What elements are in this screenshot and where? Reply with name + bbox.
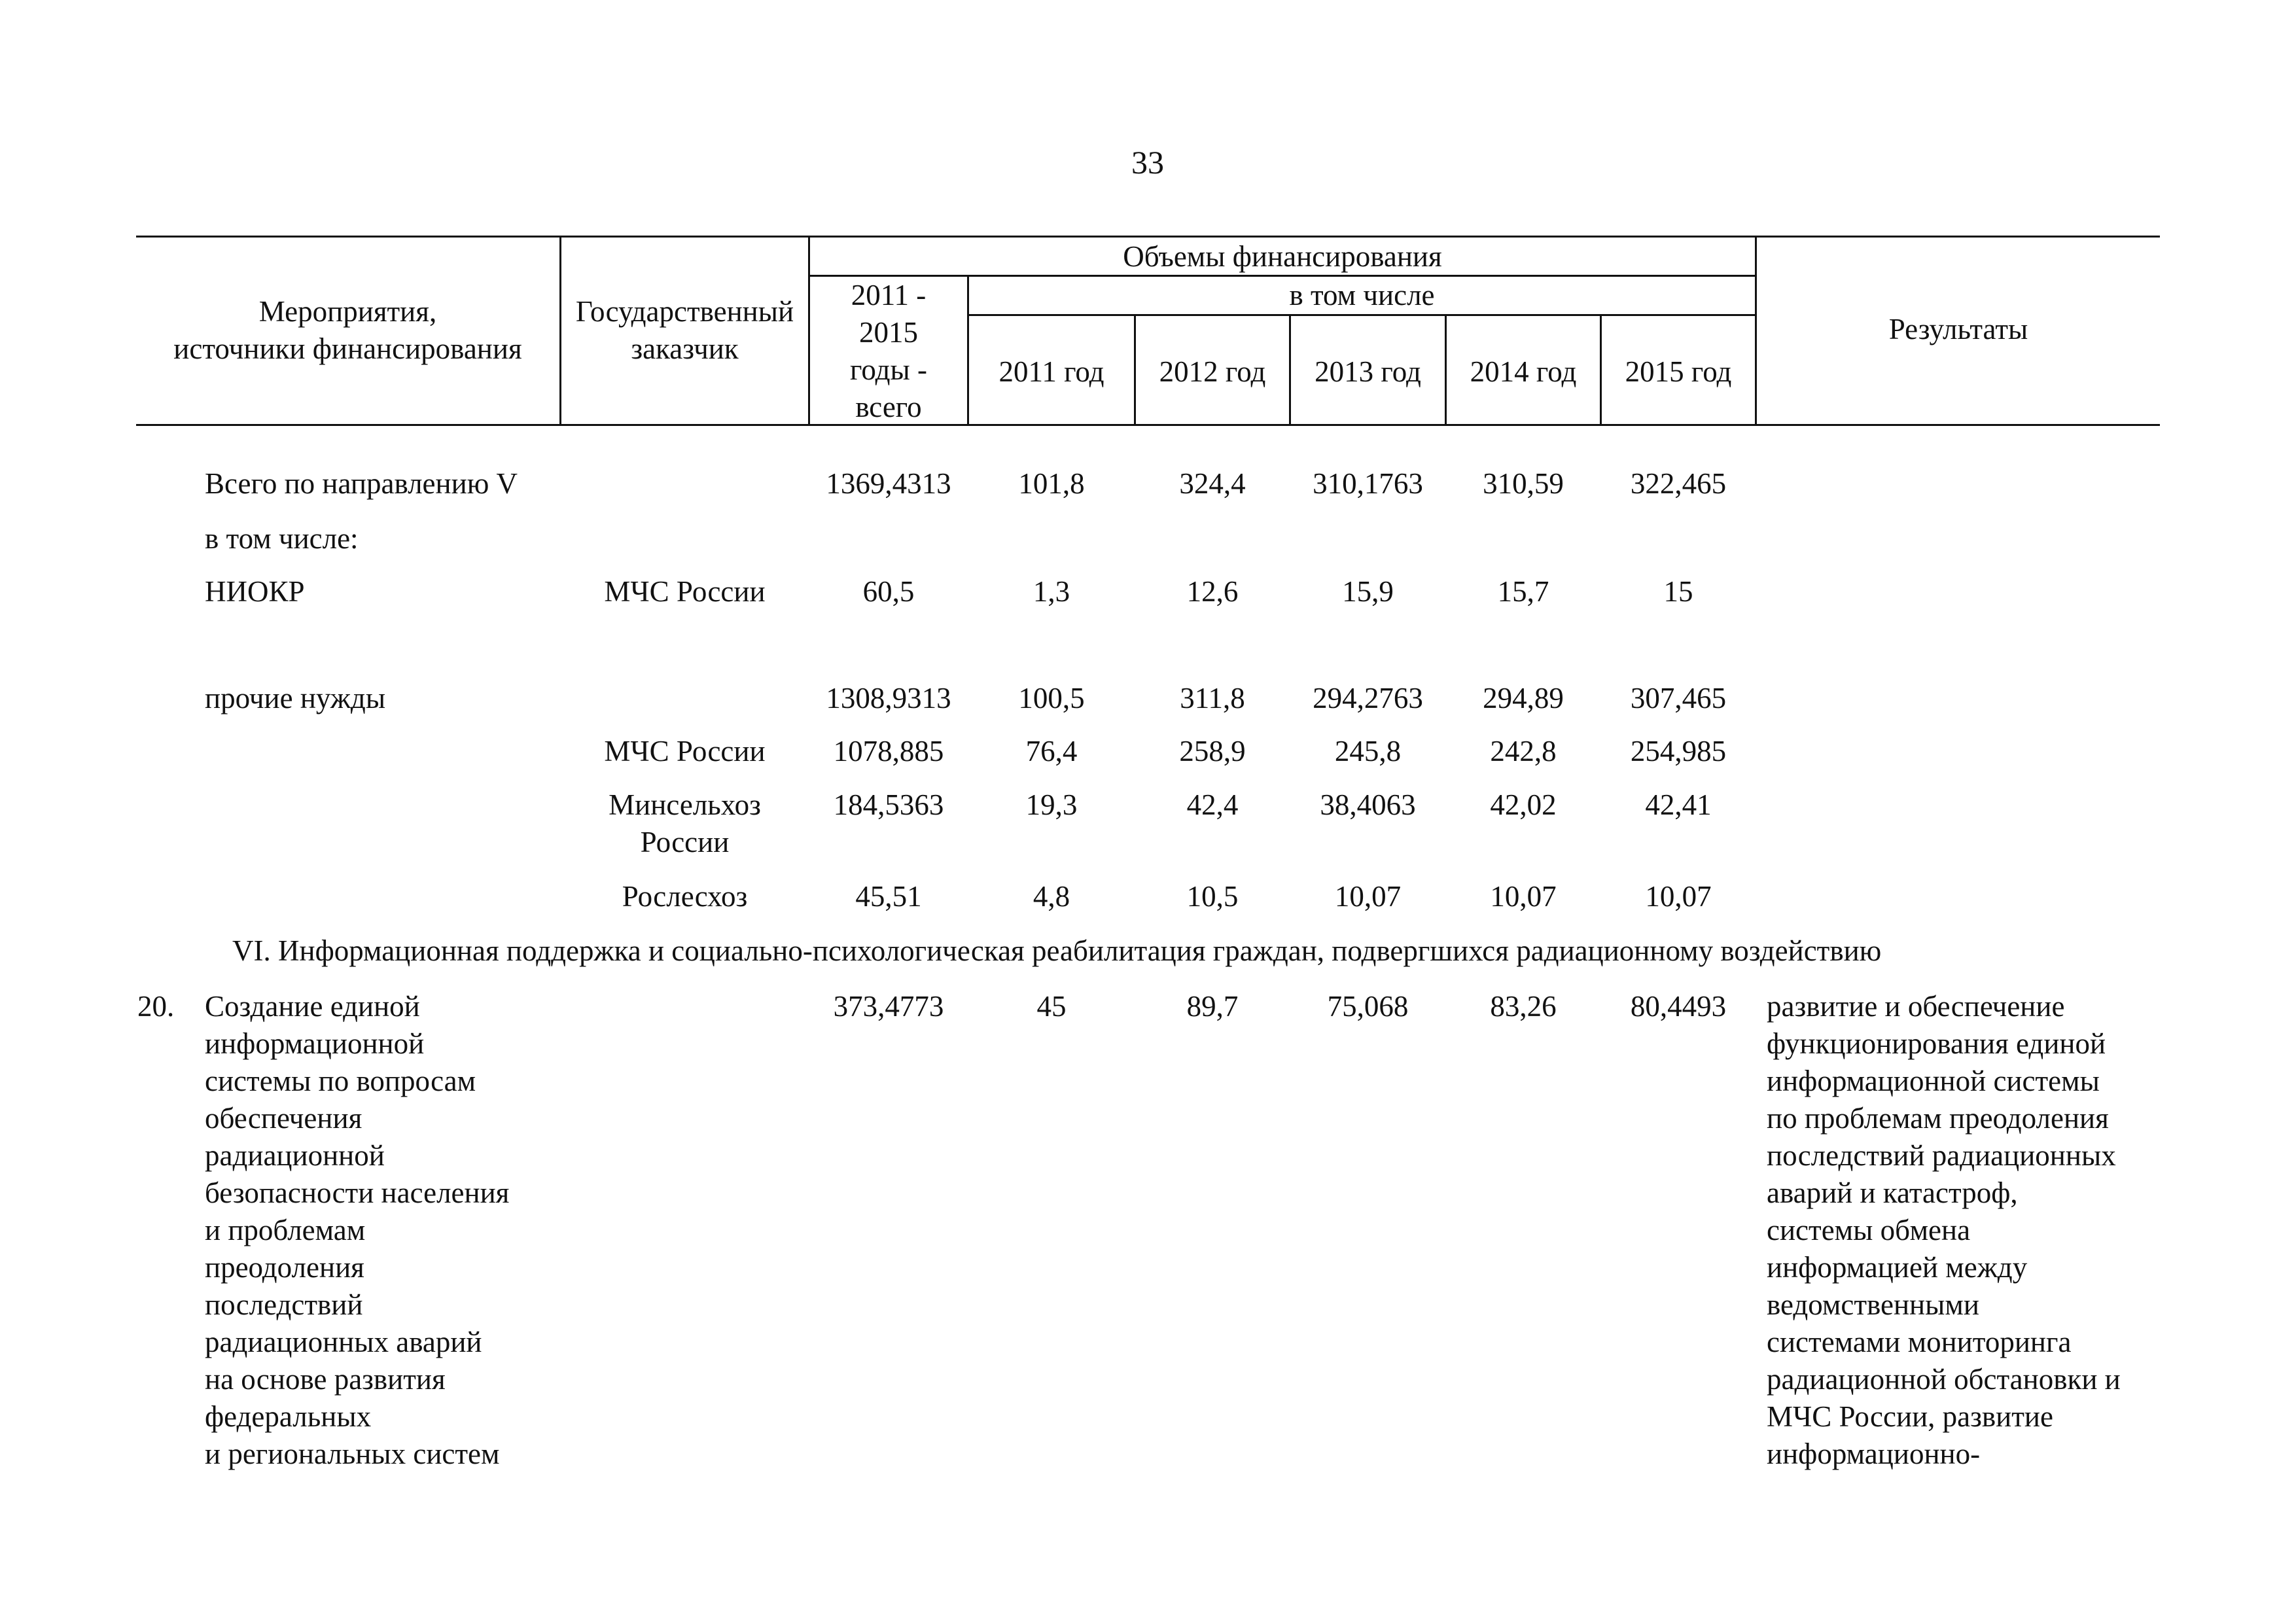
- cell-2011: 19,3: [1025, 788, 1078, 821]
- cell-2012: 89,7: [1186, 990, 1239, 1023]
- header-total-line2: 2015: [859, 316, 918, 349]
- measure-line: обеспечения: [205, 1102, 362, 1135]
- row-label: НИОКР: [205, 575, 305, 608]
- cell-2014: 42,02: [1490, 788, 1557, 821]
- item-result-text: [1767, 988, 2121, 1473]
- measure-line: преодоления: [205, 1251, 364, 1284]
- header-customer-line2: заказчик: [631, 332, 739, 365]
- cell-2013: 310,1763: [1313, 467, 1423, 500]
- measure-line: Создание единой: [205, 990, 420, 1023]
- cell-2015: 10,07: [1645, 880, 1712, 913]
- measure-line: последствий: [205, 1288, 363, 1321]
- cell-2011: 1,3: [1033, 575, 1070, 608]
- cell-total: 1369,4313: [826, 467, 951, 500]
- cell-2011: 100,5: [1018, 682, 1085, 714]
- cell-2014: 83,26: [1490, 990, 1557, 1023]
- measure-line: радиационных аварий: [205, 1326, 482, 1358]
- cell-2013: 38,4063: [1320, 788, 1416, 821]
- result-line: радиационной обстановки и: [1767, 1363, 2121, 1396]
- result-line: по проблемам преодоления: [1767, 1102, 2109, 1135]
- header-bottom-rule: [136, 424, 2160, 426]
- item-number: 20.: [137, 990, 175, 1023]
- header-including: в том числе: [1289, 279, 1435, 311]
- result-line: информацией между: [1767, 1251, 2028, 1284]
- cell-2011: 76,4: [1025, 735, 1078, 767]
- cell-total: 373,4773: [833, 990, 944, 1023]
- result-line: ведомственными: [1767, 1288, 1979, 1321]
- measure-line: федеральных: [205, 1400, 372, 1433]
- header-funding-volumes: Объемы финансирования: [1123, 240, 1442, 273]
- cell-2012: 258,9: [1179, 735, 1246, 767]
- cell-2015: 307,465: [1630, 682, 1727, 714]
- result-line: МЧС России, развитие: [1767, 1400, 2053, 1433]
- cell-2015: 254,985: [1630, 735, 1727, 767]
- cell-customer-line1: Минсельхоз: [609, 788, 761, 821]
- header-measures-line1: Мероприятия,: [258, 295, 437, 328]
- item-measure-text: [205, 988, 509, 1473]
- cell-2013: 10,07: [1334, 880, 1402, 913]
- header-top-rule: [136, 236, 2160, 238]
- measure-line: и проблемам: [205, 1214, 366, 1246]
- cell-2015: 322,465: [1630, 467, 1727, 500]
- including-label: в том числе:: [205, 522, 359, 555]
- cell-customer: МЧС России: [604, 735, 766, 767]
- page-number: 33: [1131, 144, 1164, 181]
- cell-2014: 294,89: [1483, 682, 1564, 714]
- cell-2011: 45: [1036, 990, 1067, 1023]
- cell-customer: Рослесхоз: [622, 880, 748, 913]
- row-label: прочие нужды: [205, 682, 386, 714]
- cell-2014: 310,59: [1483, 467, 1564, 500]
- result-line: системами мониторинга: [1767, 1326, 2072, 1358]
- header-year-2013: 2013 год: [1315, 355, 1421, 388]
- header-year-2012: 2012 год: [1159, 355, 1266, 388]
- measure-line: информационной: [205, 1027, 425, 1060]
- cell-2013: 75,068: [1327, 990, 1409, 1023]
- cell-2012: 12,6: [1186, 575, 1239, 608]
- cell-2013: 294,2763: [1313, 682, 1423, 714]
- cell-2012: 311,8: [1180, 682, 1245, 714]
- measure-line: и региональных систем: [205, 1437, 500, 1470]
- cell-2014: 10,07: [1490, 880, 1557, 913]
- header-total-line1: 2011 -: [851, 279, 927, 311]
- cell-2013: 245,8: [1334, 735, 1402, 767]
- result-line: системы обмена: [1767, 1214, 1971, 1246]
- measure-line: радиационной: [205, 1139, 385, 1172]
- cell-total: 1078,885: [833, 735, 944, 767]
- header-year-2014: 2014 год: [1470, 355, 1577, 388]
- section-title: VI. Информационная поддержка и социально-психологическая реабилитация граждан, подвергшихся радиационному воздействию: [232, 934, 1882, 967]
- cell-2014: 242,8: [1490, 735, 1557, 767]
- measure-line: системы по вопросам: [205, 1065, 476, 1097]
- cell-total: 1308,9313: [826, 682, 951, 714]
- measure-line: безопасности населения: [205, 1176, 510, 1209]
- result-line: информационно-: [1767, 1437, 1981, 1470]
- header-results: Результаты: [1888, 313, 2028, 345]
- cell-2014: 15,7: [1497, 575, 1549, 608]
- header-year-2015: 2015 год: [1625, 355, 1732, 388]
- header-year-2011: 2011 год: [998, 355, 1104, 388]
- cell-2015: 80,4493: [1630, 990, 1727, 1023]
- including-subrule: [968, 314, 1756, 316]
- cell-2012: 324,4: [1179, 467, 1246, 500]
- result-line: функционирования единой: [1767, 1027, 2106, 1060]
- measure-line: на основе развития: [205, 1363, 446, 1396]
- result-line: информационной системы: [1767, 1065, 2100, 1097]
- result-line: последствий радиационных: [1767, 1139, 2116, 1172]
- result-line: развитие и обеспечение: [1767, 990, 2065, 1023]
- cell-total: 184,5363: [833, 788, 944, 821]
- cell-total: 45,51: [855, 880, 922, 913]
- cell-2015: 15: [1663, 575, 1693, 608]
- header-customer-line1: Государственный: [575, 295, 794, 328]
- header-total-line4: всего: [855, 391, 922, 423]
- cell-2011: 4,8: [1033, 880, 1070, 913]
- header-measures-line2: источники финансирования: [173, 332, 522, 365]
- cell-customer-line2: России: [640, 826, 730, 858]
- cell-2013: 15,9: [1342, 575, 1394, 608]
- cell-2012: 42,4: [1186, 788, 1239, 821]
- row-label: Всего по направлению V: [205, 467, 518, 500]
- cell-2012: 10,5: [1186, 880, 1239, 913]
- cell-total: 60,5: [862, 575, 915, 608]
- cell-2015: 42,41: [1645, 788, 1712, 821]
- result-line: аварий и катастроф,: [1767, 1176, 2018, 1209]
- header-total-line3: годы -: [850, 353, 927, 386]
- cell-2011: 101,8: [1018, 467, 1085, 500]
- cell-customer: МЧС России: [604, 575, 766, 608]
